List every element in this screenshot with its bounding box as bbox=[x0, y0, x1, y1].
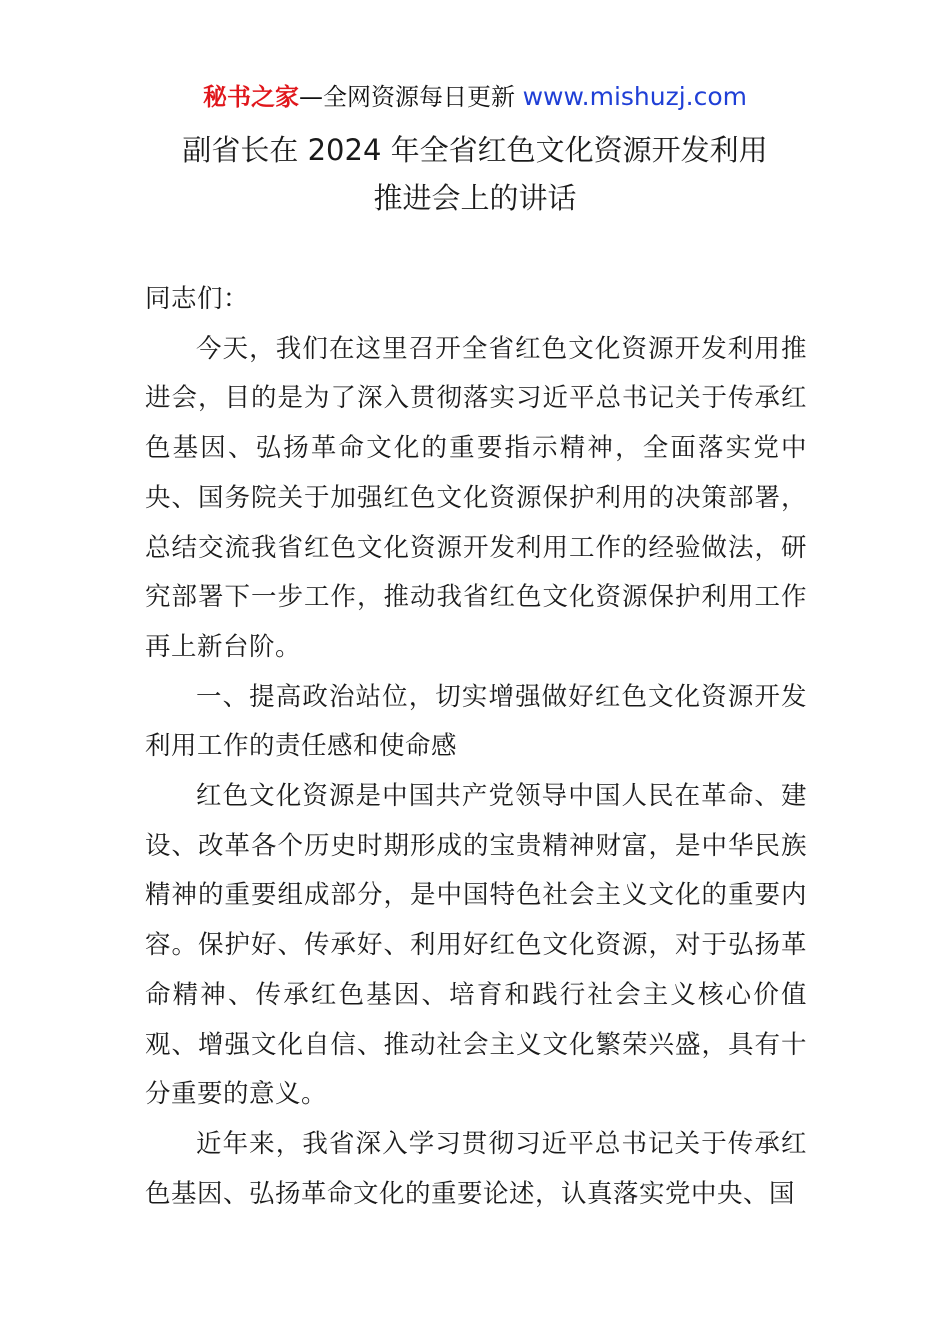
document-title bbox=[0, 126, 950, 222]
paragraph-3: 近年来，我省深入学习贯彻习近平总书记关于传承红色基因、弘扬革命文化的重要论述，认真落实党中央、国 bbox=[145, 1128, 807, 1209]
salutation: 同志们： bbox=[145, 284, 250, 314]
site-brand: 秘书之家 bbox=[202, 83, 299, 111]
section-heading-1: 一、提高政治站位，切实增强做好红色文化资源开发利用工作的责任感和使命感 bbox=[145, 681, 807, 762]
paragraph-1: 今天，我们在这里召开全省红色文化资源开发利用推进会，目的是为了深入贯彻落实习近平总书记关于传承红色基因、弘扬革命文化的重要指示精神，全面落实党中央、国务院关于加强红色文化资源保护利用的决策部署，总结交流我省红色文化资源开发利用工作的经验做法，研究部署下一步工作，推动我省红色文化资源保护利用工作再上新台阶。 bbox=[145, 333, 807, 662]
site-header bbox=[0, 80, 950, 114]
document-body bbox=[145, 275, 807, 1219]
site-url-link[interactable]: www.mishuzj.com bbox=[522, 82, 748, 111]
site-tagline: —全网资源每日更新 bbox=[298, 83, 523, 111]
title-line-1: 副省长在 2024 年全省红色文化资源开发利用 bbox=[182, 133, 768, 167]
paragraph-2: 红色文化资源是中国共产党领导中国人民在革命、建设、改革各个历史时期形成的宝贵精神财富，是中华民族精神的重要组成部分，是中国特色社会主义文化的重要内容。保护好、传承好、利用好红色文化资源，对于弘扬革命精神、传承红色基因、培育和践行社会主义核心价值观、增强文化自信、推动社会主义文化繁荣兴盛，具有十分重要的意义。 bbox=[145, 781, 807, 1110]
title-line-2: 推进会上的讲话 bbox=[373, 181, 577, 215]
